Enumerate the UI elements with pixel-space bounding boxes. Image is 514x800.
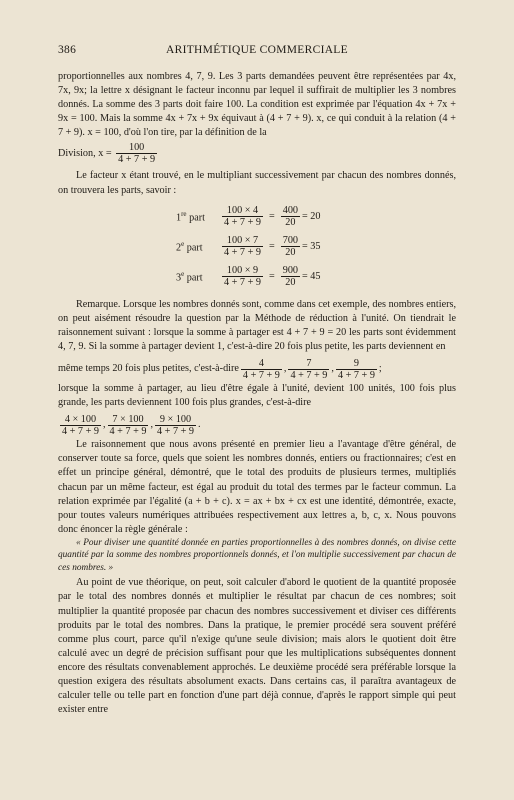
part-fraction-simplified: $\frac{700}{20}$ [282,235,298,259]
paragraph-1: proportionnelles aux nombres 4, 7, 9. Les 3 parts demandées peuvent être représentées par 4x, 7x, 9x; la lettre x désignant le facteur inconnu par lequel il suffirait de multiplier les 3 nombres donnés. La somme des 3 parts doit faire 100. La condition est exprimée par l'équation 4x + 7x + 9x = 100. Mais la somme 4x + 7x + 9x équivaut à (4 + 7 + 9). x, ce qui conduit à la relation (4 + 7 + 9). x = 100, d'où l'on tire, par la définition de la [58,71,456,139]
hundred-fraction-line: $\frac{4 \times 100}{4 + 7 + 9}$ , $\frac{7 \times 100}{4 + 7 + 9}$ , $\frac{9 \times 100}{4 + 7 + 9}$ . [62,413,201,437]
part-fraction: $\frac{100 \times 7}{4 + 7 + 9}$ [224,235,261,259]
paragraph-4: lorsque la somme à partager, au lieu d'être égale à l'unité, devient 100 unités, 100 fois plus grande, les parts deviennent 100 fois plus grandes, c'est-à-dire [58,383,456,409]
unit-fraction: $\frac{4}{4 + 7 + 9}$ [242,357,280,381]
part-result: = 35 [302,240,321,252]
part-row: 1re part $\frac{100 \times 4}{4 + 7 + 9}$ = $\frac{400}{20}$ = 20 [176,205,321,229]
hundred-fraction: $\frac{4 \times 100}{4 + 7 + 9}$ [62,413,99,437]
part-fraction-simplified: $\frac{900}{20}$ [282,265,298,289]
hundred-fraction: $\frac{7 \times 100}{4 + 7 + 9}$ [109,413,147,437]
running-title: ARITHMÉTIQUE COMMERCIALE [166,44,348,56]
part-label: 1re part [176,210,205,224]
remarque-line-text: même temps 20 fois plus petites, c'est-à-dire [58,362,239,374]
fraction-numerator: 100 [116,142,157,154]
division-formula [58,142,456,165]
part-row: 3e part $\frac{100 \times 9}{4 + 7 + 9}$ = $\frac{900}{20}$ = 45 [176,265,321,289]
page-header [58,44,456,58]
part-fraction: $\frac{100 \times 4}{4 + 7 + 9}$ [224,205,261,229]
paragraph-remarque: Remarque. Lorsque les nombres donnés sont, comme dans cet exemple, des nombres entiers, on peut aisément résoudre la question par la Méthode de réduction à l'unité. On tiendrait le raisonnement suivant : lorsque la somme à partager est 4 + 7 + 9 = 20 les parts sont évidemment 4, 7, 9. Si la somme à partager devient 1, c'est-à-dire 20 fois plus petite, les parts deviennent en [58,298,456,352]
division-fraction [116,142,157,165]
part-row: 2e part $\frac{100 \times 7}{4 + 7 + 9}$ = $\frac{700}{20}$ = 35 [176,235,321,259]
unit-fraction: $\frac{9}{4 + 7 + 9}$ [337,357,375,381]
part-fraction: $\frac{100 \times 9}{4 + 7 + 9}$ [224,265,261,289]
part-result: = 45 [302,270,321,282]
page-body [58,70,456,717]
paragraph-5: Le raisonnement que nous avons présenté en premier lieu a l'avantage d'être général, de conserver toute sa force, quels que soient les nombres donnés, entiers ou fractionnaires; c'est en effet un principe général, démontré, que le total des produits de plusieurs termes, multipliés chacun par un même facteur, est égal au produit du total des termes par le facteur commun. La relation exprimée par l'égalité (a + b + c). x = ax + bx + cx est une identité, démontrée, exacte, pour toutes valeurs numériques attribuées respectivement aux lettres a, b, c, x. Nous pouvons donc énoncer la règle générale : [58,439,456,535]
unit-fraction: $\frac{7}{4 + 7 + 9}$ [290,357,328,381]
fraction-denominator: 4 + 7 + 9 [118,154,156,166]
part-result: = 20 [302,210,321,222]
part-fraction-simplified: $\frac{400}{20}$ [282,205,298,229]
part-label: 3e part [176,270,203,284]
parts-table [58,202,456,292]
paragraph-2: Le facteur x étant trouvé, en le multipliant successivement par chacun des nombres donnés, on trouvera les parts, savoir : [58,170,456,196]
part-label: 2e part [176,240,203,254]
division-label: Division, x = [58,148,112,160]
page-number: 386 [58,44,77,56]
remarque-fraction-line: même temps 20 fois plus petites, c'est-à-dire $\frac{4}{4 + 7 + 9}$ , $\frac{7}{4 + 7 + 9}$ , $\frac{9}{4 + 7 + 9}$ ; [58,357,382,381]
paragraph-6: Au point de vue théorique, on peut, soit calculer d'abord le quotient de la quantité proposée par le total des nombres donnés et multiplier le résultat par chacun de ces nombres; soit multiplier la quantité proposée par chacun des nombres successivement et diviser ces différents produits par le total des nombres. Dans la pratique, le premier procédé sera souvent préféré comme plus court, parce qu'il n'exige qu'une seule division; mais alors le quotient doit être calculé avec un degré de précision suffisant pour que les multiplications subséquentes donnent encore des résultats convenablement approchés. Le deuxième procédé sera préférable lorsque la question exigera des résultats absolument exacts. Dans certains cas, il paraîtra avantageux de calculer telle ou telle part en fonction d'une part déjà connue, d'après le rapport simple qui peut exister entre [58,577,456,716]
hundred-fraction: $\frac{9 \times 100}{4 + 7 + 9}$ [157,413,194,437]
rule-quote: « Pour diviser une quantité donnée en parties proportionnelles à des nombres donnés, on divise cette quantité par la somme des nombres proportionnels donnés, et l'on multiplie successivement par chacun de ces nombres. » [58,537,456,573]
